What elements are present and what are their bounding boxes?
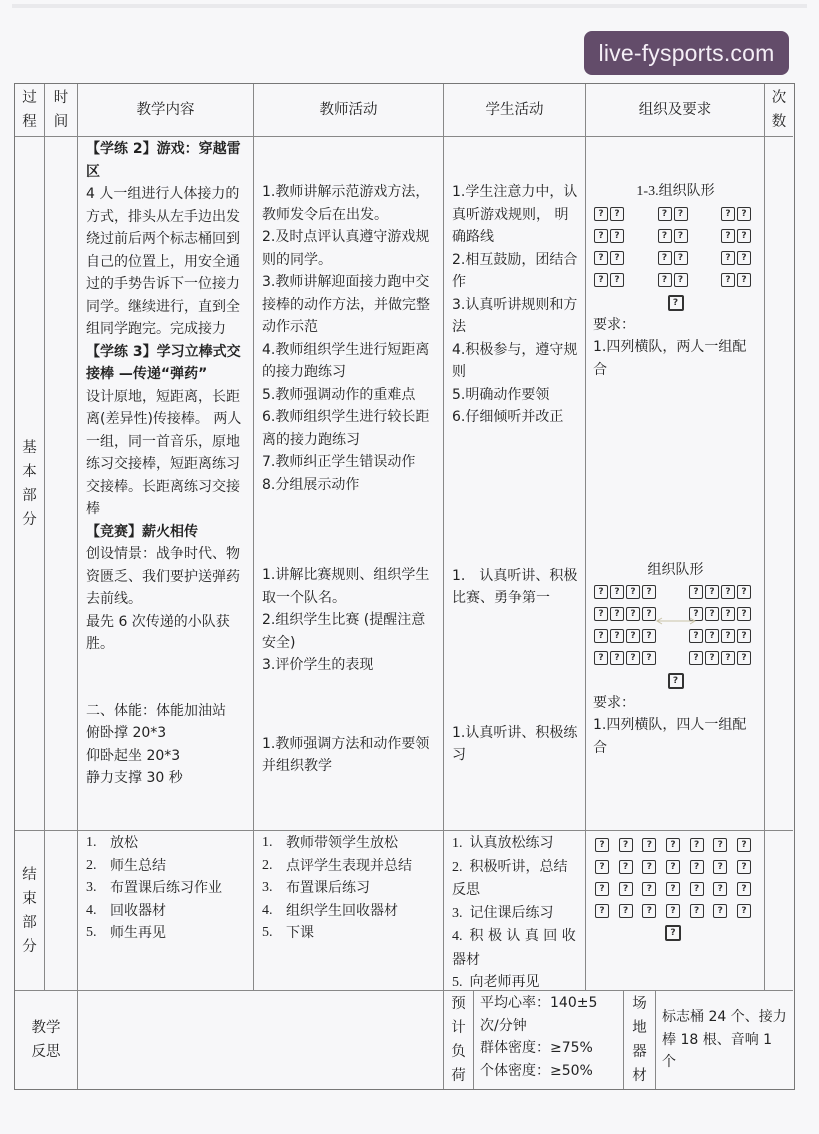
load-label: 预计负荷 — [444, 991, 474, 1089]
student-marker-icon: ? — [595, 860, 609, 874]
student-step: 2.相互鼓励，团结合作 — [452, 251, 578, 290]
teacher-step: 3.评价学生的表现 — [262, 657, 374, 673]
student-marker-icon: ? — [690, 860, 704, 874]
student-marker-icon: ? — [595, 838, 609, 852]
student-marker-icon: ? — [658, 229, 672, 243]
student-marker-icon: ? — [713, 904, 727, 918]
student-marker-icon: ? — [619, 860, 633, 874]
reflection-label: 教学反思 — [15, 991, 78, 1089]
student-marker-icon: ? — [690, 904, 704, 918]
student-marker-icon: ? — [610, 629, 624, 643]
teacher-step: 6.教师组织学生进行较长距离的接力跑练习 — [262, 409, 430, 448]
req1-label: 要求： — [593, 316, 635, 333]
student-marker-icon: ? — [674, 251, 688, 265]
fitness-item: 俯卧撑 20*3 — [86, 725, 167, 741]
student-item: 2. 积极听讲，总结反思 — [452, 858, 568, 898]
student-marker-icon: ? — [705, 607, 719, 621]
content-item: 1. 放松 — [86, 835, 138, 851]
student-marker-icon: ? — [737, 838, 751, 852]
fitness-item: 仰卧起坐 20*3 — [86, 747, 181, 764]
section-ending: 结束部分 — [15, 831, 45, 991]
student-marker-icon: ? — [690, 838, 704, 852]
req2-label: 要求： — [593, 694, 635, 711]
content-item: 3. 布置课后练习作业 — [86, 880, 222, 896]
student-item: 5. 向老师再见 — [452, 974, 540, 990]
student-marker-icon: ? — [619, 882, 633, 896]
header-count: 次数 — [765, 84, 793, 137]
student-item: 3. 记住课后练习 — [452, 904, 554, 921]
req2-text: 1.四列横队，四人一组配合 — [593, 717, 747, 756]
student-ending — [444, 831, 586, 991]
teacher-item: 4. 组织学生回收器材 — [262, 902, 398, 919]
student-marker-icon: ? — [737, 882, 751, 896]
student-marker-icon: ? — [595, 882, 609, 896]
student-marker-icon: ? — [619, 838, 633, 852]
header-organization: 组织及要求 — [586, 84, 765, 137]
student-marker-icon: ? — [713, 838, 727, 852]
student-marker-icon: ? — [737, 273, 751, 287]
load-values — [474, 991, 624, 1089]
student-marker-icon: ? — [674, 273, 688, 287]
student-marker-icon: ? — [705, 629, 719, 643]
student-marker-icon: ? — [690, 882, 704, 896]
student-marker-icon: ? — [713, 882, 727, 896]
student-marker-icon: ? — [721, 229, 735, 243]
section-basic: 基本部分 — [15, 137, 45, 831]
time-basic — [45, 137, 78, 831]
formation3-diagram — [594, 834, 764, 944]
req1-text: 1.四列横队，两人一组配合 — [593, 339, 747, 378]
student-marker-icon: ? — [626, 585, 640, 599]
student-marker-icon: ? — [737, 251, 751, 265]
equipment-label: 场地器材 — [624, 991, 656, 1089]
student-marker-icon: ? — [594, 229, 608, 243]
student-marker-icon: ? — [737, 651, 751, 665]
drill2-body: 4 人一组进行人体接力的方式，排头从左手边出发绕过前后两个标志桶回到自己的位置上，用安全通过的手势告诉下一位接力同学。继续进行，直到全组同学跑完。完成接力 — [86, 186, 240, 337]
student-marker-icon: ? — [737, 229, 751, 243]
student-marker-icon: ? — [666, 904, 680, 918]
header-time: 时间 — [45, 84, 78, 137]
student-marker-icon: ? — [594, 207, 608, 221]
student-marker-icon: ? — [642, 882, 656, 896]
student-step: 1. 认真听讲、积极比赛、勇争第一 — [452, 567, 578, 606]
student-basic — [444, 137, 586, 831]
student-marker-icon: ? — [689, 607, 703, 621]
student-marker-icon: ? — [666, 882, 680, 896]
formation1-title: 1-3.组织队形 — [636, 184, 715, 199]
student-marker-icon: ? — [721, 207, 735, 221]
student-item: 4. 积 极 认 真 回 收 器材 — [452, 928, 576, 968]
fitness-title: 二、体能：体能加油站 — [86, 702, 226, 719]
student-marker-icon: ? — [689, 585, 703, 599]
student-marker-icon: ? — [594, 273, 608, 287]
student-marker-icon: ? — [594, 585, 608, 599]
teacher-step: 2.及时点评认真遵守游戏规则的同学。 — [262, 229, 430, 268]
student-item: 1. 认真放松练习 — [452, 835, 554, 851]
student-marker-icon: ? — [705, 585, 719, 599]
header-process: 过程 — [15, 84, 45, 137]
student-marker-icon: ? — [721, 651, 735, 665]
content-basic — [78, 137, 254, 831]
student-marker-icon: ? — [626, 607, 640, 621]
formation1-diagram — [593, 204, 758, 314]
heart-rate: 平均心率：140±5 次/分钟 — [480, 995, 598, 1034]
student-marker-icon: ? — [610, 207, 624, 221]
student-marker-icon: ? — [689, 629, 703, 643]
header-content: 教学内容 — [78, 84, 254, 137]
teacher-step: 8.分组展示动作 — [262, 476, 360, 493]
student-marker-icon: ? — [594, 251, 608, 265]
student-marker-icon: ? — [642, 607, 656, 621]
teacher-step: 3.教师讲解迎面接力跑中交接棒的动作方法，并做完整动作示范 — [262, 274, 430, 335]
time-ending — [45, 831, 78, 991]
student-marker-icon: ? — [594, 651, 608, 665]
student-marker-icon: ? — [658, 207, 672, 221]
drill3-body: 设计原地，短距离，长距离(差异性)传接棒。 两人一组，同一首音乐，原地练习交接棒，短距离练习交接棒。长距离练习交接棒 — [86, 388, 242, 517]
content-item: 2. 师生总结 — [86, 857, 166, 874]
teacher-marker-icon: ? — [668, 295, 684, 311]
count-ending — [765, 831, 793, 991]
teacher-step: 1.教师强调方法和动作要领并组织教学 — [262, 735, 430, 774]
student-marker-icon: ? — [642, 585, 656, 599]
individual-density: 个体密度：≥50% — [480, 1062, 593, 1079]
teacher-item: 3. 布置课后练习 — [262, 880, 370, 896]
student-marker-icon: ? — [610, 607, 624, 621]
teacher-marker-icon: ? — [665, 925, 681, 941]
fitness-item: 静力支撑 30 秒 — [86, 770, 183, 786]
content-item: 5. 师生再见 — [86, 925, 166, 941]
top-divider — [12, 4, 807, 8]
student-marker-icon: ? — [737, 607, 751, 621]
teacher-item: 5. 下课 — [262, 925, 314, 941]
student-marker-icon: ? — [713, 860, 727, 874]
student-marker-icon: ? — [642, 838, 656, 852]
student-step: 5.明确动作要领 — [452, 386, 550, 403]
student-step: 3.认真听讲规则和方法 — [452, 296, 578, 335]
student-marker-icon: ? — [610, 251, 624, 265]
equipment-text: 标志桶 24 个、接力棒 18 根、音响 1 个 — [662, 1009, 787, 1071]
teacher-step: 4.教师组织学生进行短距离的接力跑练习 — [262, 341, 430, 380]
student-marker-icon: ? — [658, 273, 672, 287]
content-item: 4. 回收器材 — [86, 902, 166, 919]
student-marker-icon: ? — [721, 629, 735, 643]
reflection-body[interactable] — [78, 991, 444, 1089]
header-teacher: 教师活动 — [254, 84, 444, 137]
teacher-step: 2.组织学生比赛 (提醒注意安全) — [262, 612, 426, 651]
student-marker-icon: ? — [594, 629, 608, 643]
student-marker-icon: ? — [689, 651, 703, 665]
formation2-title: 组织队形 — [647, 562, 704, 578]
teacher-marker-icon: ? — [668, 673, 684, 689]
teacher-step: 1.教师讲解示范游戏方法，教师发令后在出发。 — [262, 184, 430, 223]
student-marker-icon: ? — [721, 585, 735, 599]
student-marker-icon: ? — [595, 904, 609, 918]
student-marker-icon: ? — [737, 629, 751, 643]
contest-title: 【竞赛】薪火相传 — [86, 523, 198, 540]
teacher-item: 1. 教师带领学生放松 — [262, 835, 398, 851]
student-marker-icon: ? — [721, 251, 735, 265]
student-marker-icon: ? — [610, 229, 624, 243]
teacher-step: 7.教师纠正学生错误动作 — [262, 454, 416, 470]
formation2-diagram — [593, 582, 758, 692]
student-step: 1.认真听讲、积极练习 — [452, 724, 578, 763]
student-step: 6.仔细倾听并改正 — [452, 409, 564, 425]
student-marker-icon: ? — [610, 651, 624, 665]
student-marker-icon: ? — [610, 273, 624, 287]
organization-basic — [586, 137, 765, 831]
content-ending — [78, 831, 254, 991]
student-marker-icon: ? — [721, 273, 735, 287]
student-marker-icon: ? — [674, 229, 688, 243]
contest-body1: 创设情景：战争时代、物资匮乏、我们要护送弹药去前线。 — [86, 546, 240, 607]
student-marker-icon: ? — [666, 860, 680, 874]
drill3-title: 【学练 3】学习立棒式交接棒 —传递“弹药” — [86, 343, 241, 382]
teacher-ending — [254, 831, 444, 991]
student-marker-icon: ? — [642, 651, 656, 665]
student-marker-icon: ? — [626, 651, 640, 665]
contest-body2: 最先 6 次传递的小队获胜。 — [86, 613, 230, 652]
student-marker-icon: ? — [594, 607, 608, 621]
student-marker-icon: ? — [737, 585, 751, 599]
student-marker-icon: ? — [626, 629, 640, 643]
count-basic — [765, 137, 793, 831]
organization-ending — [586, 831, 765, 991]
student-marker-icon: ? — [737, 860, 751, 874]
student-step: 1.学生注意力中，认真听游戏规则， 明确路线 — [452, 184, 578, 245]
student-marker-icon: ? — [737, 207, 751, 221]
student-step: 4.积极参与，遵守规则 — [452, 341, 578, 380]
group-density: 群体密度：≥75% — [480, 1040, 593, 1056]
teacher-item: 2. 点评学生表现并总结 — [262, 857, 412, 874]
student-marker-icon: ? — [666, 838, 680, 852]
student-marker-icon: ? — [642, 860, 656, 874]
student-marker-icon: ? — [721, 607, 735, 621]
student-marker-icon: ? — [642, 629, 656, 643]
student-marker-icon: ? — [674, 207, 688, 221]
student-marker-icon: ? — [642, 904, 656, 918]
student-marker-icon: ? — [737, 904, 751, 918]
watermark-badge: live-fysports.com — [584, 31, 789, 75]
student-marker-icon: ? — [658, 251, 672, 265]
teacher-step: 1.讲解比赛规则、组织学生取一个队名。 — [262, 567, 430, 606]
student-marker-icon: ? — [619, 904, 633, 918]
drill2-title: 【学练 2】游戏：穿越雷区 — [86, 141, 241, 180]
double-arrow-icon — [655, 610, 697, 618]
student-marker-icon: ? — [610, 585, 624, 599]
lesson-plan-table — [14, 83, 795, 1090]
student-marker-icon: ? — [705, 651, 719, 665]
teacher-basic — [254, 137, 444, 831]
header-student: 学生活动 — [444, 84, 586, 137]
teacher-step: 5.教师强调动作的重难点 — [262, 386, 416, 403]
